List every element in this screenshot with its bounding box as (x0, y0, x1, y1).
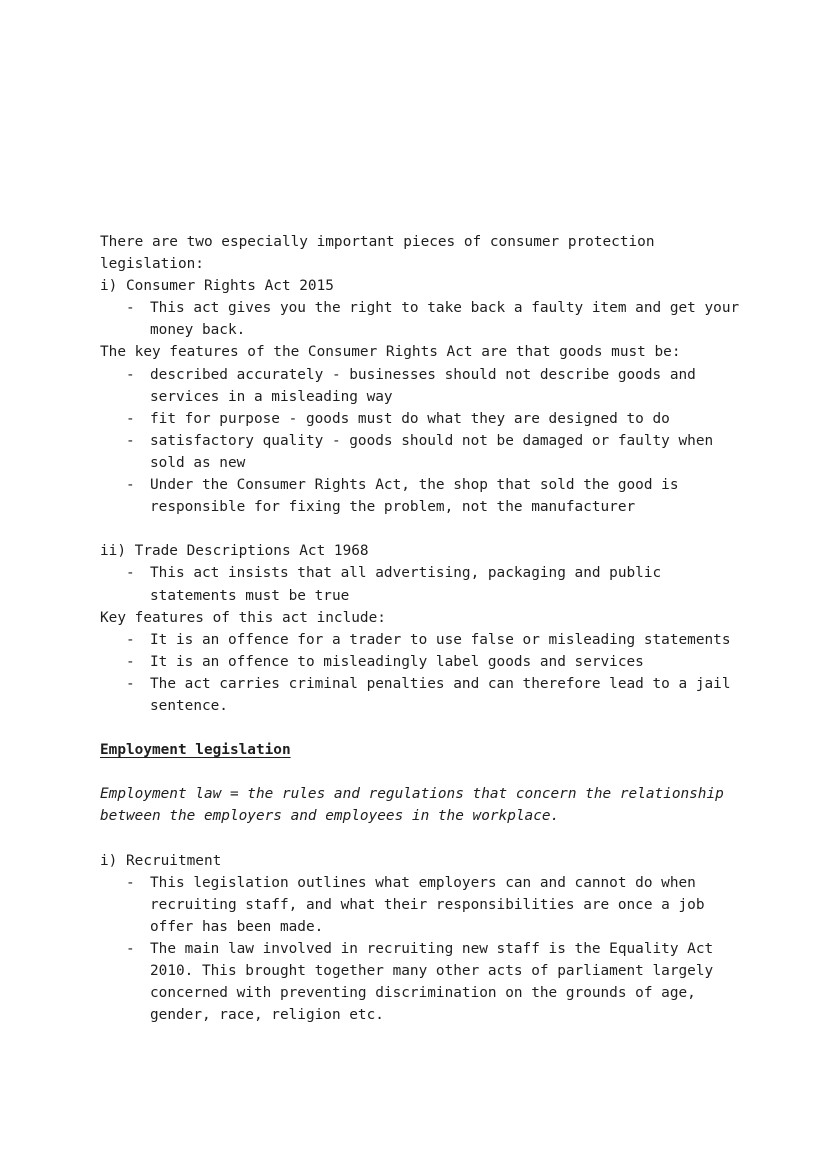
spacer (100, 717, 740, 739)
consumer-rights-points (100, 297, 740, 341)
recruitment-points (100, 872, 740, 1027)
spacer (100, 518, 740, 540)
definition-text: Employment law = the rules and regulations that concern the relationship between the employers and employees in the workplace. (100, 786, 724, 825)
trade-descriptions-title: ii) Trade Descriptions Act 1968 (100, 543, 369, 560)
list-item: - This act gives you the right to take back a faulty item and get your money back. (150, 297, 740, 341)
trade-descriptions-features-intro: Key features of this act include: (100, 609, 386, 626)
list-item: - The main law involved in recruiting new staff is the Equality Act 2010. This brought together many other acts of parliament largely concerned with preventing discrimination on the grounds of age, gender, race, religion etc. (150, 938, 740, 1026)
spacer (100, 761, 740, 783)
list-item: - This act insists that all advertising, packaging and public statements must be true (150, 562, 740, 606)
list-item: - The act carries criminal penalties and can therefore lead to a jail sentence. (150, 673, 740, 717)
list-item: - fit for purpose - goods must do what they are designed to do (150, 408, 740, 430)
list-item: - It is an offence for a trader to use false or misleading statements (150, 629, 740, 651)
list-item: - It is an offence to misleadingly label goods and services (150, 651, 740, 673)
list-item: - satisfactory quality - goods should not be damaged or faulty when sold as new (150, 430, 740, 474)
consumer-rights-title: i) Consumer Rights Act 2015 (100, 278, 334, 295)
document-page (100, 231, 740, 1026)
list-item: - Under the Consumer Rights Act, the shop that sold the good is responsible for fixing the problem, not the manufacturer (150, 474, 740, 518)
spacer (100, 828, 740, 850)
list-item: - described accurately - businesses should not describe goods and services in a misleading way (150, 364, 740, 408)
list-item: - This legislation outlines what employers can and cannot do when recruiting staff, and what their responsibilities are once a job offer has been made. (150, 872, 740, 938)
trade-descriptions-features (100, 629, 740, 717)
section-heading: Employment legislation (100, 742, 291, 759)
recruitment-title: i) Recruitment (100, 852, 222, 869)
intro-text: There are two especially important pieces of consumer protection legislation: (100, 234, 655, 273)
trade-descriptions-points (100, 562, 740, 606)
consumer-rights-features (100, 364, 740, 519)
consumer-rights-features-intro: The key features of the Consumer Rights Act are that goods must be: (100, 344, 681, 361)
